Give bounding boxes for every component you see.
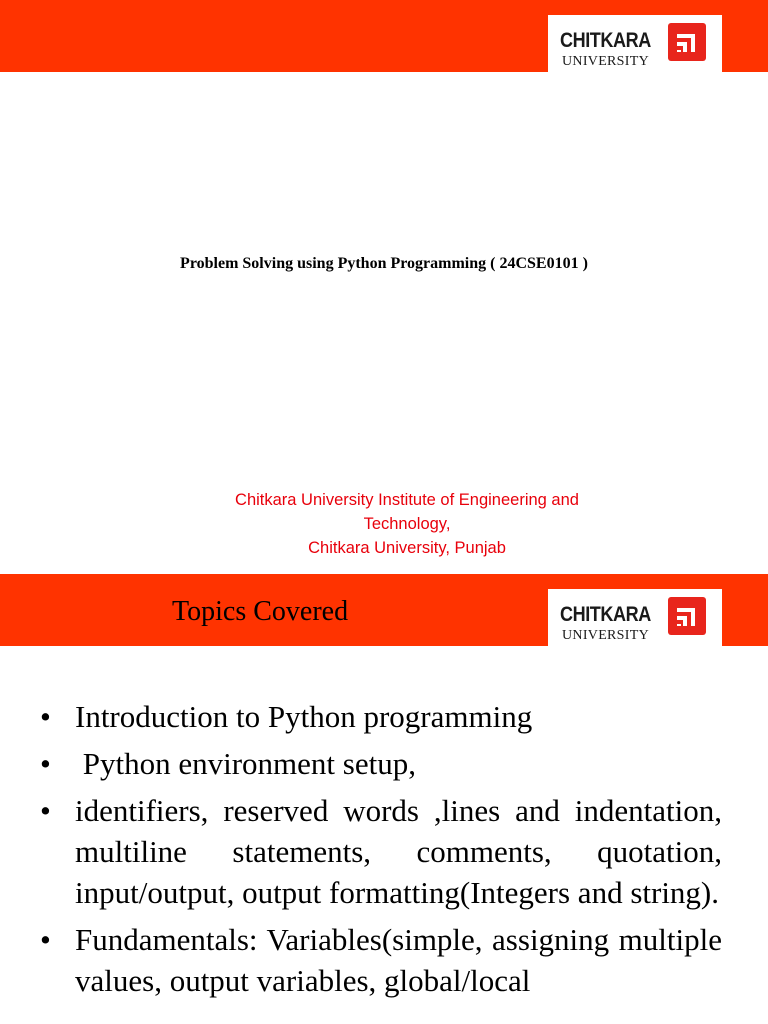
topics-list <box>38 696 722 1007</box>
logo-mark-icon <box>668 23 706 61</box>
list-item: • identifiers, reserved words ,lines and indentation, multiline statements, comments, quotation, input/output, output formatting(Integers and string). <box>38 790 722 913</box>
logo-wordmark: CHITKARA <box>560 603 651 626</box>
course-title: Problem Solving using Python Programming ( 24CSE0101 ) <box>180 255 588 272</box>
institute-line-2: Technology, <box>363 515 451 533</box>
university-logo <box>548 589 722 648</box>
logo-subtitle: UNIVERSITY <box>562 54 649 69</box>
list-item: • Introduction to Python programming <box>38 696 722 737</box>
logo-subtitle: UNIVERSITY <box>562 628 649 643</box>
institute-line-1: Chitkara University Institute of Engineering and <box>235 491 579 509</box>
list-item: • Fundamentals: Variables(simple, assigning multiple values, output variables, global/local <box>38 919 722 1001</box>
slide-divider <box>0 562 768 574</box>
topics-slide <box>0 574 768 1024</box>
institute-block <box>180 488 634 560</box>
institute-line-3: Chitkara University, Punjab <box>308 539 506 557</box>
logo-mark-icon <box>668 597 706 635</box>
list-item: • Python environment setup, <box>38 743 722 784</box>
university-logo <box>548 15 722 74</box>
slide-title: Topics Covered <box>172 596 349 627</box>
logo-wordmark: CHITKARA <box>560 29 651 52</box>
